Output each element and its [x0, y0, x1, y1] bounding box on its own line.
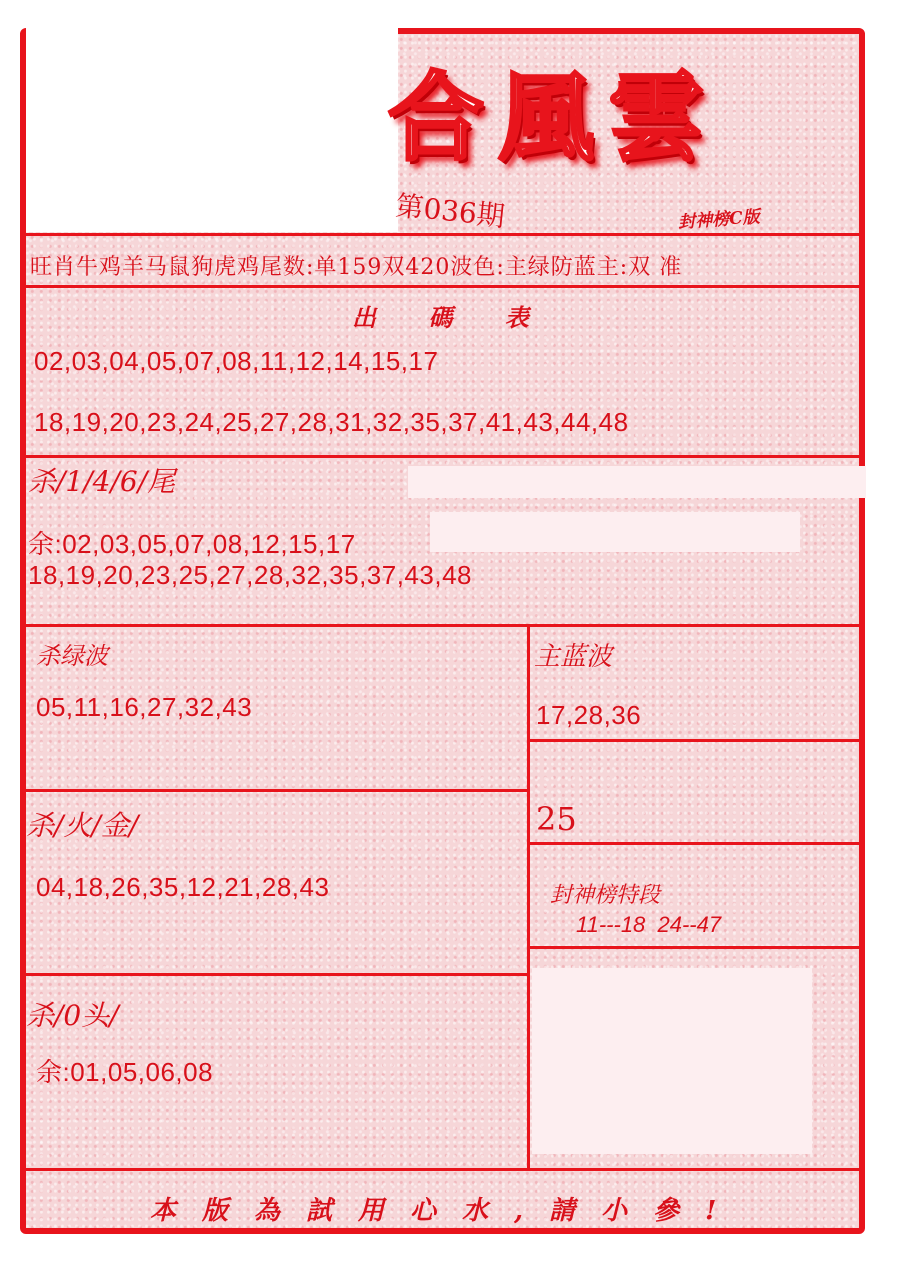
- kill-tail-row-1: 余:02,03,05,07,08,12,15,17: [28, 529, 356, 559]
- kill-green-numbers: 05,11,16,27,32,43: [36, 692, 253, 722]
- redacted-tail-strip-1: [408, 466, 866, 498]
- single-number: 25: [536, 800, 577, 838]
- kill-green-label: 杀绿波: [36, 642, 108, 670]
- kill-tail-label: 杀/1/4/6/尾: [28, 465, 176, 498]
- special-segment-value: 11---18 24--47: [576, 912, 722, 937]
- footer-note: 本版為試用心水,請小參!: [150, 1196, 743, 1226]
- divider-right-2: [528, 842, 865, 845]
- kill-head-numbers: 余:01,05,06,08: [36, 1057, 214, 1087]
- redacted-tail-strip-2: [430, 512, 800, 552]
- chart-table-title: 出 碼 表: [352, 303, 551, 332]
- info-line: 旺肖牛鸡羊马鼠狗虎鸡尾数:单159双420波色:主绿防蓝主:双 准: [30, 255, 683, 280]
- divider-chart: [23, 455, 865, 458]
- divider-footer: [23, 1168, 865, 1171]
- edition-label: 封神榜C版: [677, 207, 761, 233]
- divider-tail: [23, 624, 865, 627]
- kill-element-numbers: 04,18,26,35,12,21,28,43: [36, 872, 330, 902]
- main-blue-label: 主蓝波: [534, 642, 613, 672]
- divider-vertical: [527, 624, 530, 1170]
- issue-number: 第036期: [394, 188, 507, 234]
- kill-head-label: 杀/0头/: [26, 999, 119, 1032]
- divider-info: [23, 285, 865, 288]
- divider-right-1: [528, 739, 865, 742]
- divider-left-2: [23, 973, 528, 976]
- divider-right-3: [528, 946, 865, 949]
- logo-title: 合風雲: [388, 61, 718, 174]
- chart-table-row-1: 02,03,04,05,07,08,11,12,14,15,17: [34, 346, 439, 376]
- main-blue-numbers: 17,28,36: [536, 700, 642, 730]
- redacted-right-block: [532, 968, 812, 1154]
- chart-table-row-2: 18,19,20,23,24,25,27,28,31,32,35,37,41,43,44,48: [34, 407, 629, 437]
- divider-left-1: [23, 789, 528, 792]
- kill-tail-row-2: 18,19,20,23,25,27,28,32,35,37,43,48: [28, 560, 472, 590]
- redacted-header-block: [26, 26, 398, 232]
- special-segment-label: 封神榜特段: [550, 883, 661, 908]
- divider-header: [23, 233, 865, 236]
- kill-element-label: 杀/火/金/: [26, 809, 139, 842]
